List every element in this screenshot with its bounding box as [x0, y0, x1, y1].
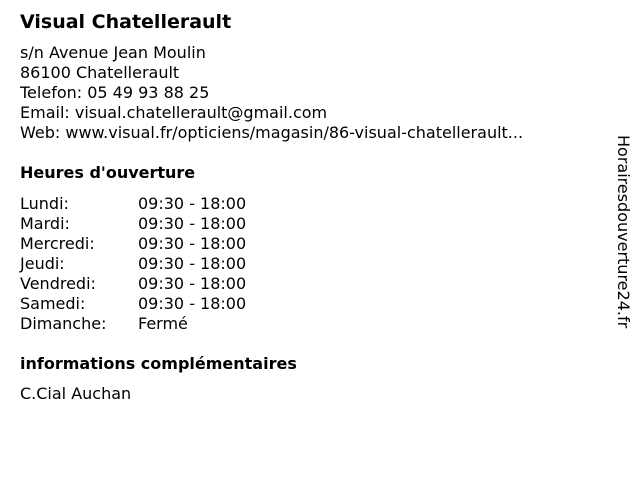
opening-hours-list [20, 194, 246, 334]
contact-block [20, 43, 523, 143]
hours-row-tuesday [20, 214, 246, 234]
address-line-1: s/n Avenue Jean Moulin [20, 43, 206, 62]
hours-row-sunday [20, 314, 246, 334]
hours-row-friday [20, 274, 246, 294]
site-watermark: Horairesdouverture24.fr [614, 135, 633, 329]
email-text: Email: visual.chatellerault@gmail.com [20, 103, 328, 122]
time-value: 09:30 - 18:00 [138, 294, 247, 313]
hours-row-saturday [20, 294, 246, 314]
hours-row-thursday [20, 254, 246, 274]
hours-row-monday [20, 194, 246, 214]
day-label: Lundi: [20, 194, 69, 213]
time-value: 09:30 - 18:00 [138, 194, 247, 213]
address-line-2: 86100 Chatellerault [20, 63, 180, 82]
day-label: Vendredi: [20, 274, 96, 293]
time-value: 09:30 - 18:00 [138, 214, 247, 233]
hours-row-wednesday [20, 234, 246, 254]
day-label: Dimanche: [20, 314, 107, 333]
time-value: Fermé [138, 314, 188, 333]
day-label: Samedi: [20, 294, 86, 313]
phone-text: Telefon: 05 49 93 88 25 [20, 83, 210, 102]
day-label: Mardi: [20, 214, 70, 233]
time-value: 09:30 - 18:00 [138, 274, 247, 293]
additional-info-text: C.Cial Auchan [20, 384, 132, 403]
day-label: Mercredi: [20, 234, 95, 253]
time-value: 09:30 - 18:00 [138, 234, 247, 253]
web-text: Web: www.visual.fr/opticiens/magasin/86-visual-chatellerault... [20, 123, 524, 142]
day-label: Jeudi: [20, 254, 65, 273]
opening-hours-heading: Heures d'ouverture [20, 163, 196, 182]
additional-info-heading: informations complémentaires [20, 354, 297, 373]
store-name: Visual Chatellerault [20, 11, 232, 33]
time-value: 09:30 - 18:00 [138, 254, 247, 273]
